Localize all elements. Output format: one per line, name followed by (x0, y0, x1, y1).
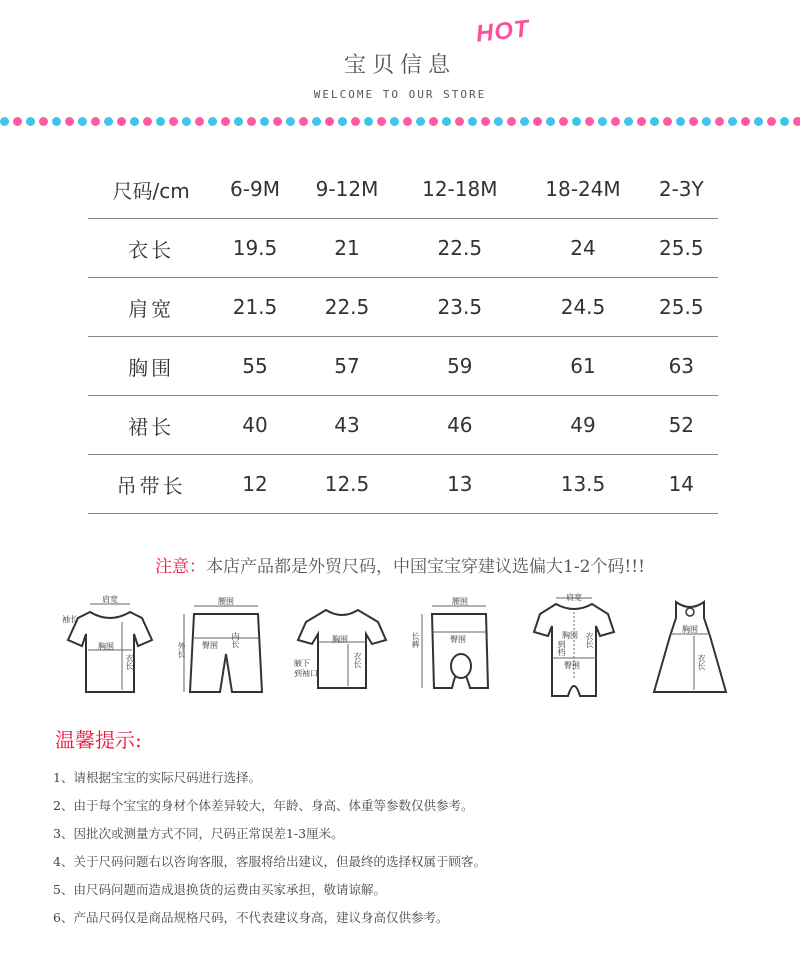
table-cell: 19.5 (214, 219, 296, 278)
divider-dot (468, 117, 477, 126)
header-cell: 6-9M (214, 160, 296, 219)
divider-dot (117, 117, 126, 126)
table-cell: 52 (645, 396, 718, 455)
table-cell: 25.5 (645, 219, 718, 278)
raglan-armpit-label: 腋下 (294, 659, 310, 668)
divider-dot (702, 117, 711, 126)
shorts-inseam-label: 内长 (231, 632, 240, 648)
list-item: 5、由尺码问题而造成退换货的运费由买家承担，敬请谅解。 (53, 882, 386, 897)
table-cell: 13.5 (521, 455, 644, 514)
table-row (88, 337, 718, 396)
shorts-waist-label: 腰围 (218, 597, 234, 606)
divider-dot (52, 117, 61, 126)
raglan-length-label: 衣长 (353, 652, 362, 668)
divider-dot (299, 117, 308, 126)
divider-dot (442, 117, 451, 126)
divider-dot (572, 117, 581, 126)
header-cell: 2-3Y (645, 160, 718, 219)
dress-length-label: 衣长 (697, 654, 706, 670)
page-subtitle: WELCOME TO OUR STORE (313, 88, 487, 101)
table-cell: 57 (296, 337, 398, 396)
divider-dot (104, 117, 113, 126)
raglan-cuff-label: 到袖口 (294, 669, 318, 678)
table-cell: 22.5 (296, 278, 398, 337)
dress-diagram (640, 592, 740, 702)
dress-icon (640, 592, 740, 702)
pants-waist-label: 腰围 (452, 597, 468, 606)
divider-dot (351, 117, 360, 126)
divider-dot (78, 117, 87, 126)
divider-dot (780, 117, 789, 126)
table-cell: 24 (521, 219, 644, 278)
divider-dot (650, 117, 659, 126)
romper-crotch-label: 到档 (557, 640, 566, 656)
row-label: 衣长 (88, 219, 214, 278)
divider-dot (221, 117, 230, 126)
divider-dot (559, 117, 568, 126)
divider-dot (39, 117, 48, 126)
table-cell: 12.5 (296, 455, 398, 514)
size-notice (0, 552, 800, 577)
divider-dot (182, 117, 191, 126)
table-row (88, 396, 718, 455)
divider-dot (585, 117, 594, 126)
divider-dot (598, 117, 607, 126)
divider-dot (286, 117, 295, 126)
romper-length-label: 衣长 (585, 632, 594, 648)
tshirt-shoulder-label: 肩宽 (102, 595, 118, 604)
size-table (88, 160, 718, 514)
divider-dot (494, 117, 503, 126)
raglan-tee-icon (292, 592, 392, 702)
divider-dot (247, 117, 256, 126)
pants-icon (408, 592, 508, 702)
list-item: 2、由于每个宝宝的身材个体差异较大，年龄、身高、体重等参数仅供参考。 (53, 798, 474, 813)
table-cell: 22.5 (398, 219, 521, 278)
divider-dot (169, 117, 178, 126)
tshirt-sleeve-label: 袖长 (62, 615, 78, 624)
tshirt-length-label: 衣长 (125, 654, 134, 670)
list-item: 1、请根据宝宝的实际尺码进行选择。 (53, 770, 261, 785)
table-cell: 61 (521, 337, 644, 396)
raglan-chest-label: 胸围 (332, 635, 348, 644)
pants-length-label: 长裤 (411, 632, 420, 648)
header-cell: 12-18M (398, 160, 521, 219)
table-row (88, 219, 718, 278)
tips-title: 温馨提示: (55, 728, 142, 752)
table-cell: 24.5 (521, 278, 644, 337)
row-label: 吊带长 (88, 455, 214, 514)
table-cell: 14 (645, 455, 718, 514)
tips-list (53, 768, 486, 936)
divider-dot (455, 117, 464, 126)
divider-dot (689, 117, 698, 126)
romper-chest-label: 胸围 (562, 631, 578, 640)
divider-dot (208, 117, 217, 126)
header-cell: 18-24M (521, 160, 644, 219)
divider-dot (260, 117, 269, 126)
romper-diagram (524, 592, 624, 702)
table-cell: 12 (214, 455, 296, 514)
divider-dot (364, 117, 373, 126)
row-label: 裙长 (88, 396, 214, 455)
list-item: 6、产品尺码仅是商品规格尺码，不代表建议身高，建议身高仅供参考。 (53, 910, 449, 925)
shorts-outseam-label: 外长 (177, 642, 186, 658)
divider-dot (143, 117, 152, 126)
divider-dot (520, 117, 529, 126)
divider-dot (91, 117, 100, 126)
divider-dot (663, 117, 672, 126)
divider-dot (429, 117, 438, 126)
divider-dot (533, 117, 542, 126)
tshirt-diagram (60, 592, 160, 702)
shorts-icon (176, 592, 276, 702)
pants-hip-label: 臀围 (450, 635, 466, 644)
divider-dot (715, 117, 724, 126)
divider-dot (416, 117, 425, 126)
raglan-diagram (292, 592, 392, 702)
shorts-hip-label: 臀围 (202, 641, 218, 650)
table-cell: 21 (296, 219, 398, 278)
divider-dot (403, 117, 412, 126)
table-cell: 40 (214, 396, 296, 455)
header-cell: 尺码/cm (88, 160, 214, 219)
divider-dot (130, 117, 139, 126)
divider-dot (507, 117, 516, 126)
measurement-diagrams (60, 592, 740, 702)
divider-dot (312, 117, 321, 126)
romper-icon (524, 592, 624, 702)
table-cell: 63 (645, 337, 718, 396)
divider-dot (13, 117, 22, 126)
table-cell: 21.5 (214, 278, 296, 337)
divider-dot (611, 117, 620, 126)
divider-dot (195, 117, 204, 126)
divider-dot (325, 117, 334, 126)
table-cell: 46 (398, 396, 521, 455)
pants-diagram (408, 592, 508, 702)
divider-dot (637, 117, 646, 126)
table-cell: 23.5 (398, 278, 521, 337)
page-title: 宝贝信息 (343, 53, 456, 78)
divider-dot (546, 117, 555, 126)
dress-chest-label: 胸围 (682, 625, 698, 634)
divider-dot (26, 117, 35, 126)
divider-dot (741, 117, 750, 126)
divider-dot (624, 117, 633, 126)
divider-dot (338, 117, 347, 126)
shorts-diagram (176, 592, 276, 702)
divider-dot (65, 117, 74, 126)
divider-dot (767, 117, 776, 126)
divider-dot (0, 117, 9, 126)
divider-dot (754, 117, 763, 126)
size-table-header-row (88, 160, 718, 219)
divider-dot (390, 117, 399, 126)
table-row (88, 278, 718, 337)
hot-badge: HOT (474, 15, 531, 48)
table-row (88, 455, 718, 514)
table-cell: 59 (398, 337, 521, 396)
divider-dot (793, 117, 800, 126)
romper-hip-label: 臀围 (564, 661, 580, 670)
divider-dot (234, 117, 243, 126)
divider-dot (676, 117, 685, 126)
divider-dot (156, 117, 165, 126)
header-cell: 9-12M (296, 160, 398, 219)
row-label: 胸围 (88, 337, 214, 396)
table-cell: 49 (521, 396, 644, 455)
row-label: 肩宽 (88, 278, 214, 337)
dotted-divider (0, 117, 800, 127)
notice-text: 本店产品都是外贸尺码，中国宝宝穿建议选偏大1-2个码!!! (206, 557, 645, 577)
romper-shoulder-label: 肩宽 (566, 593, 582, 602)
table-cell: 25.5 (645, 278, 718, 337)
divider-dot (728, 117, 737, 126)
list-item: 3、因批次或测量方式不同，尺码正常误差1-3厘米。 (53, 826, 344, 841)
table-cell: 43 (296, 396, 398, 455)
divider-dot (273, 117, 282, 126)
divider-dot (377, 117, 386, 126)
table-cell: 13 (398, 455, 521, 514)
tshirt-chest-label: 胸围 (98, 642, 114, 651)
table-cell: 55 (214, 337, 296, 396)
divider-dot (481, 117, 490, 126)
list-item: 4、关于尺码问题右以咨询客服，客服将给出建议，但最终的选择权属于顾客。 (53, 854, 486, 869)
notice-prefix: 注意： (155, 557, 207, 577)
